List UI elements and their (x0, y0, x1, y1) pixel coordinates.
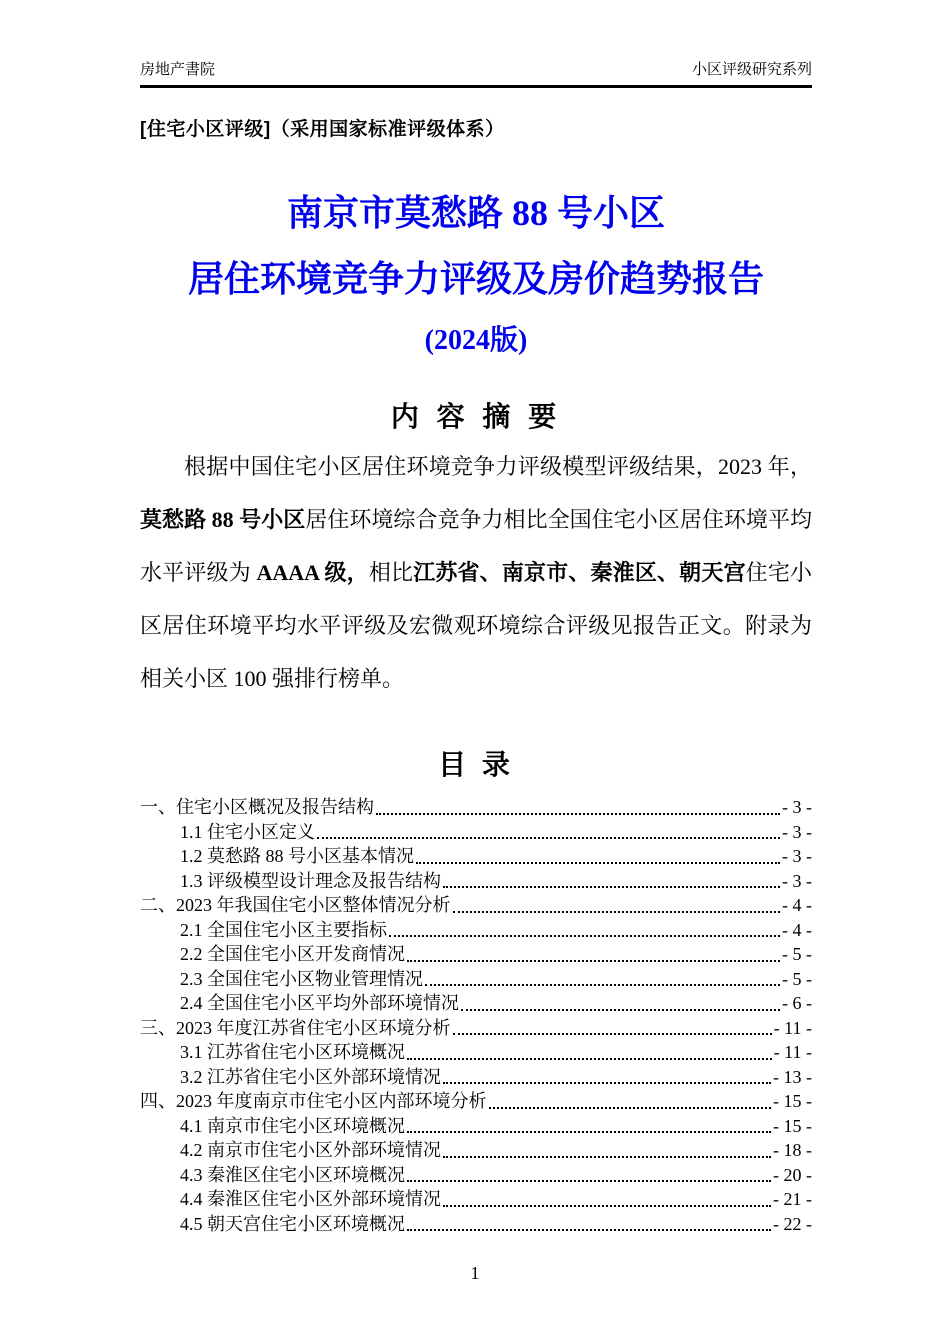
toc-dot-leader (407, 960, 780, 962)
toc-dot-leader (461, 1009, 780, 1011)
toc-entry[interactable] (140, 1212, 812, 1237)
toc-dot-leader (425, 984, 780, 986)
toc-heading: 目 录 (438, 749, 514, 780)
summary-segment: 住宅小区居住环境平均水平评级及宏微观环境综合评级见报告正文。附录为相关小区 100 强排行榜单。 (140, 560, 812, 691)
header-right-text: 小区评级研究系列 (691, 61, 812, 78)
toc-dot-leader (453, 1033, 772, 1035)
header-left-text: 房地产書院 (140, 61, 216, 78)
toc-entry-label: 1.3 评级模型设计理念及报告结构 (180, 870, 441, 891)
toc-entry-page-number: - 4 - (782, 919, 812, 940)
rating-system-subheader: [住宅小区评级]（采用国家标准评级体系） (140, 119, 505, 140)
toc-dot-leader (416, 862, 780, 864)
page-number: 1 (470, 1263, 480, 1283)
toc-entry[interactable] (140, 942, 812, 967)
toc-dot-leader (389, 935, 780, 937)
toc-entry[interactable] (140, 1114, 812, 1139)
toc-entry-page-number: - 13 - (773, 1066, 812, 1087)
toc-entry-label: 1.1 住宅小区定义 (180, 821, 315, 842)
toc-entry-label: 四、2023 年度南京市住宅小区内部环境分析 (140, 1091, 487, 1111)
toc-entry-page-number: - 3 - (782, 821, 812, 842)
toc-dot-leader (489, 1107, 772, 1109)
toc-entry-label: 4.5 朝天宫住宅小区环境概况 (180, 1213, 405, 1234)
toc-entry-page-number: - 15 - (773, 1115, 812, 1136)
toc-entry-label: 三、2023 年度江苏省住宅小区环境分析 (140, 1017, 451, 1038)
toc-list (140, 795, 812, 1236)
toc-entry[interactable] (140, 1138, 812, 1163)
toc-dot-leader (443, 1156, 771, 1158)
toc-entry-page-number: - 5 - (782, 968, 812, 989)
toc-entry-label: 2.3 全国住宅小区物业管理情况 (180, 968, 423, 989)
toc-dot-leader (443, 1082, 771, 1084)
toc-dot-leader (443, 886, 780, 888)
toc-entry-page-number: - 3 - (782, 797, 812, 817)
toc-entry-page-number: - 11 - (773, 1042, 812, 1062)
toc-entry-page-number: - 3 - (782, 870, 812, 891)
toc-entry-label: 4.3 秦淮区住宅小区环境概况 (180, 1164, 405, 1185)
toc-dot-leader (317, 837, 780, 839)
toc-entry[interactable] (140, 1089, 812, 1114)
toc-entry-page-number: - 6 - (782, 993, 812, 1013)
toc-entry-label: 3.2 江苏省住宅小区外部环境情况 (180, 1066, 441, 1087)
toc-entry-page-number: - 11 - (773, 1017, 812, 1038)
summary-segment: 居住环境综合竞争力相比全国住宅小区居住环境平均水平评级为 (140, 507, 812, 585)
toc-entry-label: 2.1 全国住宅小区主要指标 (180, 919, 387, 940)
toc-entry[interactable] (140, 918, 812, 943)
report-edition: (2024版) (424, 325, 528, 356)
toc-entry[interactable] (140, 1040, 812, 1065)
toc-entry[interactable] (140, 967, 812, 992)
toc-dot-leader (407, 1058, 772, 1060)
toc-dot-leader (376, 813, 780, 815)
toc-entry-label: 3.1 江苏省住宅小区环境概况 (180, 1042, 405, 1062)
toc-dot-leader (443, 1205, 771, 1207)
toc-entry-label: 2.4 全国住宅小区平均外部环境情况 (180, 993, 459, 1013)
toc-entry-label: 4.2 南京市住宅小区外部环境情况 (180, 1140, 441, 1160)
toc-entry[interactable] (140, 1187, 812, 1212)
toc-entry-label: 2.2 全国住宅小区开发商情况 (180, 944, 405, 964)
toc-entry-page-number: - 3 - (782, 846, 812, 866)
toc-entry-page-number: - 18 - (773, 1140, 812, 1160)
toc-entry-label: 4.1 南京市住宅小区环境概况 (180, 1115, 405, 1136)
toc-dot-leader (407, 1229, 771, 1231)
toc-entry[interactable] (140, 893, 812, 918)
toc-entry-page-number: - 5 - (782, 944, 812, 964)
toc-entry[interactable] (140, 869, 812, 894)
toc-entry-label: 4.4 秦淮区住宅小区外部环境情况 (180, 1189, 441, 1209)
toc-entry-page-number: - 22 - (773, 1213, 812, 1234)
toc-entry-page-number: - 4 - (782, 895, 812, 915)
toc-entry-page-number: - 20 - (773, 1164, 812, 1185)
toc-dot-leader (453, 911, 781, 913)
summary-paragraph (140, 440, 812, 705)
running-header (140, 58, 812, 88)
summary-segment: 莫愁路 88 号小区 (140, 507, 306, 532)
report-title-line2: 居住环境竞争力评级及房价趋势报告 (187, 259, 764, 299)
toc-entry[interactable] (140, 820, 812, 845)
summary-heading: 内 容 摘 要 (390, 401, 562, 432)
summary-segment: 根据中国住宅小区居住环境竞争力评级模型评级结果，2023 年， (184, 454, 812, 479)
toc-entry-label: 一、住宅小区概况及报告结构 (140, 797, 374, 817)
toc-entry-page-number: - 15 - (773, 1091, 812, 1111)
toc-dot-leader (407, 1180, 771, 1182)
summary-segment: 相比 (368, 560, 414, 585)
toc-entry[interactable] (140, 991, 812, 1016)
summary-segment: 江苏省、南京市、秦淮区、朝天宫 (413, 560, 746, 585)
toc-entry-page-number: - 21 - (773, 1189, 812, 1209)
toc-dot-leader (407, 1131, 771, 1133)
toc-entry[interactable] (140, 1016, 812, 1041)
summary-segment: AAAA 级， (256, 560, 369, 585)
toc-entry[interactable] (140, 1163, 812, 1188)
report-title-line1: 南京市莫愁路 88 号小区 (286, 193, 665, 233)
toc-entry-label: 1.2 莫愁路 88 号小区基本情况 (180, 846, 414, 866)
toc-entry[interactable] (140, 1065, 812, 1090)
toc-entry[interactable] (140, 844, 812, 869)
toc-entry[interactable] (140, 795, 812, 820)
toc-entry-label: 二、2023 年我国住宅小区整体情况分析 (140, 895, 451, 915)
